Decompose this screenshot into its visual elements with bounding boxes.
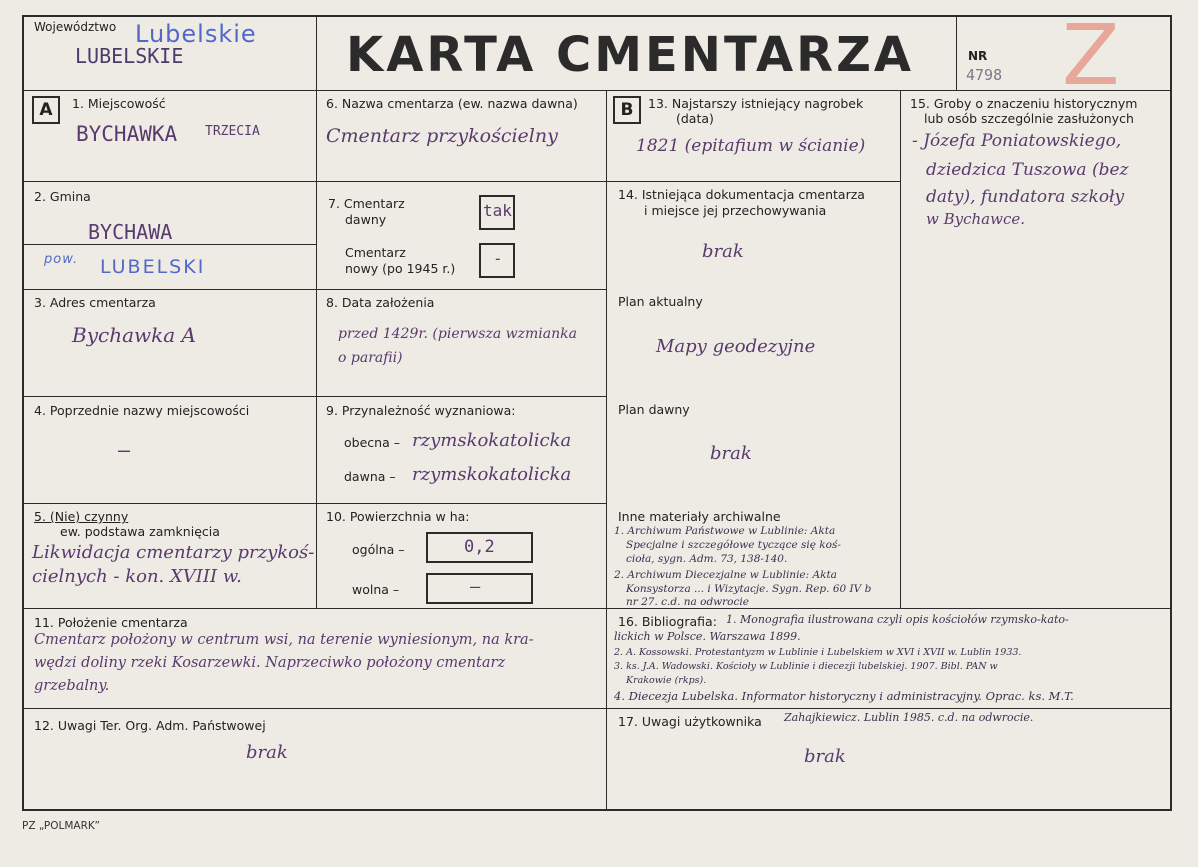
inne-materialy-line: Specjalne i szczegółowe tyczące się koś- <box>626 539 841 551</box>
field-8-value-1: przed 1429r. (pierwsza wzmianka <box>338 326 577 342</box>
row-line-2 <box>23 289 606 290</box>
plan-aktualny-value: Mapy geodezyjne <box>656 336 816 357</box>
wojewodztwo-value: LUBELSKIE <box>75 44 184 68</box>
field-2-pow: pow. <box>44 252 79 267</box>
field-15-label: 15. Groby o znaczeniu historycznym <box>910 96 1138 111</box>
field-1-value: BYCHAWKA <box>76 122 178 146</box>
inne-materialy-line: cioła, sygn. Adm. 73, 138-140. <box>626 553 788 565</box>
field-13-sublabel: (data) <box>676 111 714 126</box>
field-11-line: Cmentarz położony w centrum wsi, na terenie wyniesionym, na kra- <box>34 632 534 648</box>
inne-materialy-line: nr 27. c.d. na odwrocie <box>626 596 749 608</box>
field-8-value-2: o parafii) <box>338 350 403 366</box>
plan-dawny-label: Plan dawny <box>618 402 690 417</box>
field-16-line: 2. A. Kossowski. Protestantyzm w Lublinie i Lubelskiem w XVI i XVII w. Lublin 1933. <box>614 647 1022 658</box>
field-9-dawna-label: dawna – <box>344 469 396 484</box>
header-left-divider <box>316 16 317 90</box>
field-9-label: 9. Przynależność wyznaniowa: <box>326 403 516 418</box>
col-divider-3 <box>900 90 901 608</box>
field-7a-label: 7. Cmentarz <box>328 196 405 211</box>
field-3-label: 3. Adres cmentarza <box>34 295 156 310</box>
field-9-obecna-value: rzymskokatolicka <box>412 430 572 451</box>
field-16-line: 3. ks. J.A. Wadowski. Kościoły w Lublinie i diecezji lubelskiej. 1907. Bibl. PAN w <box>614 661 998 672</box>
field-10-ogolna-label: ogólna – <box>352 542 405 557</box>
field-13-label: 13. Najstarszy istniejący nagrobek <box>648 96 864 111</box>
row-line-3 <box>23 396 606 397</box>
field-10-wolna-label: wolna – <box>352 582 400 597</box>
inne-materialy-line: 2. Archiwum Diecezjalne w Lublinie: Akta <box>614 569 837 581</box>
inne-materialy-line: Konsystorza ... i Wizytacje. Sygn. Rep. 60 IV b <box>626 583 872 595</box>
field-11-line: grzebalny. <box>34 678 110 694</box>
inne-materialy-label: Inne materiały archiwalne <box>618 509 781 524</box>
field-2-value: BYCHAWA <box>88 220 173 244</box>
field-1-value-suffix: TRZECIA <box>205 124 260 139</box>
field-10-wolna-value: – <box>470 577 481 597</box>
printer-imprint: PZ „POLMARK” <box>22 820 100 832</box>
field-7b-sublabel: nowy (po 1945 r.) <box>345 261 456 276</box>
field-10-ogolna-value: 0,2 <box>464 537 495 557</box>
card-title: KARTA CMENTARZA <box>346 27 915 83</box>
field-10-label: 10. Powierzchnia w ha: <box>326 509 470 524</box>
section-a-marker: A <box>32 96 60 124</box>
wojewodztwo-stamp: Lubelskie <box>135 20 257 48</box>
row-line-col3 <box>606 181 900 182</box>
field-11-label: 11. Położenie cmentarza <box>34 615 188 630</box>
col-divider-1 <box>316 90 317 608</box>
field-16-line: 1. Monografia ilustrowana czyli opis kościołów rzymsko-kato- <box>726 613 1069 626</box>
category-letter: Z <box>1062 6 1120 104</box>
plan-aktualny-label: Plan aktualny <box>618 294 703 309</box>
field-2-pow-value: LUBELSKI <box>100 256 206 278</box>
field-15-line: dziedzica Tuszowa (bez <box>926 160 1129 180</box>
field-5-label: 5. (Nie) czynny <box>34 509 129 524</box>
field-3-value: Bychawka A <box>72 323 196 347</box>
field-16-label: 16. Bibliografia: <box>618 614 717 629</box>
gmina-divider <box>23 244 316 245</box>
field-5-value-1: Likwidacja cmentarzy przykoś- <box>32 542 315 563</box>
field-16-line: lickich w Polsce. Warszawa 1899. <box>614 630 801 643</box>
nr-value: 4798 <box>966 66 1003 84</box>
col-divider-2 <box>606 90 607 810</box>
field-12-value: brak <box>246 742 288 763</box>
row-line-4 <box>23 503 606 504</box>
field-15-sublabel: lub osób szczególnie zasłużonych <box>924 111 1134 126</box>
field-7b-label: Cmentarz <box>345 245 406 260</box>
field-15-line: - Józefa Poniatowskiego, <box>912 131 1122 151</box>
header-right-divider <box>956 16 957 90</box>
field-6-label: 6. Nazwa cmentarza (ew. nazwa dawna) <box>326 96 578 111</box>
wojewodztwo-label: Województwo <box>34 20 117 34</box>
field-7b-value: - <box>493 249 503 268</box>
field-6-value: Cmentarz przykościelny <box>326 125 558 147</box>
field-16-line: Krakowie (rkps). <box>626 675 707 686</box>
header-bottom-line <box>23 90 1171 91</box>
row-line-6 <box>23 708 1171 709</box>
field-15-line: w Bychawce. <box>926 210 1025 228</box>
section-b-marker: B <box>613 96 641 124</box>
field-11-line: wędzi doliny rzeki Kosarzewki. Naprzeciwko położony cmentarz <box>34 655 506 671</box>
field-16-line: Zahajkiewicz. Lublin 1985. c.d. na odwrocie. <box>784 711 1034 724</box>
field-4-label: 4. Poprzednie nazwy miejscowości <box>34 403 250 418</box>
row-line-5 <box>23 608 1171 609</box>
field-15-line: daty), fundatora szkoły <box>926 187 1125 207</box>
field-14-value: brak <box>702 241 744 262</box>
field-5-sublabel: ew. podstawa zamknięcia <box>60 524 220 539</box>
field-13-value: 1821 (epitafium w ścianie) <box>636 136 866 156</box>
field-14-label: 14. Istniejąca dokumentacja cmentarza <box>618 187 865 202</box>
field-2-label: 2. Gmina <box>34 189 91 204</box>
field-7a-sublabel: dawny <box>345 212 387 227</box>
nr-label: NR <box>968 49 988 63</box>
field-8-label: 8. Data założenia <box>326 295 435 310</box>
field-17-value: brak <box>804 746 846 767</box>
field-1-label: 1. Miejscowość <box>72 96 166 111</box>
field-5-value-2: cielnych - kon. XVIII w. <box>32 566 242 587</box>
field-9-obecna-label: obecna – <box>344 435 400 450</box>
field-17-label: 17. Uwagi użytkownika <box>618 714 762 729</box>
field-7a-value: tak <box>483 201 512 220</box>
inne-materialy-line: 1. Archiwum Państwowe w Lublinie: Akta <box>614 525 836 537</box>
field-4-value: – <box>118 438 131 462</box>
field-14-sublabel: i miejsce jej przechowywania <box>644 203 827 218</box>
field-12-label: 12. Uwagi Ter. Org. Adm. Państwowej <box>34 718 266 733</box>
row-line-1 <box>23 181 606 182</box>
field-9-dawna-value: rzymskokatolicka <box>412 464 572 485</box>
plan-dawny-value: brak <box>710 443 752 464</box>
field-16-line: 4. Diecezja Lubelska. Informator historyczny i administracyjny. Oprac. ks. M.T. <box>614 689 1074 703</box>
